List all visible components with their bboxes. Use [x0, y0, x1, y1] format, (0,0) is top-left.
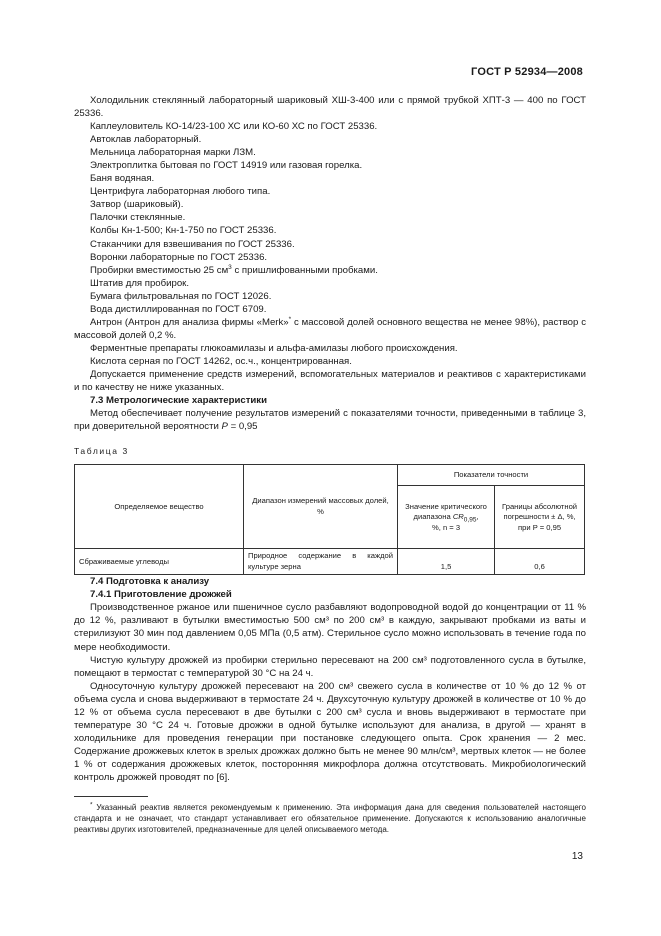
cell-critical-range: 1,5 [398, 549, 495, 575]
equipment-item: Палочки стеклянные. [90, 212, 186, 224]
abs-line2: погрешности ± Δ, %, [503, 512, 576, 522]
equipment-item: Воронки лабораторные по ГОСТ 25336. [90, 251, 268, 263]
anthrone-text-after: с массовой долей основного вещества не менее 98%), раствор с массовой долей 0,2 %. [74, 316, 586, 341]
table-label: Таблица 3 [74, 446, 129, 457]
equipment-item: Автоклав лабораторный. [90, 134, 202, 146]
standard-header: ГОСТ Р 52934—2008 [471, 66, 583, 78]
section-7-3-text-after: = 0,95 [227, 421, 258, 433]
reagent-anthrone [74, 316, 586, 342]
equipment-item: Мельница лабораторная марки ЛЗМ. [90, 147, 256, 159]
reagent-item: Кислота серная по ГОСТ 14262, ос.ч., концентрированная. [90, 355, 352, 367]
table-3 [74, 464, 585, 575]
equipment-item: Стаканчики для взвешивания по ГОСТ 25336. [90, 238, 295, 250]
paragraph: Односуточную культуру дрожжей пересевают на 200 см³ свежего сусла в количестве от 10 % до 12 % от объема сусла и снова выдерживают в термостате 24 ч. Двухсуточную культуру дрожжей в количестве от 10 % до 12 % от объема сусла пересевают в две бутылки с 200 см³ сусла и вновь выдерживают в термостате при температуре 30 °С 24 ч. Готовые дрожжи в одной бутылке используют для анализа, в другой — хранят в холодильнике для проведения генерации при постановке следующего опыта. Срок хранения — 2 мес. Содержание дрожжевых клеток в зрелых дрожжах должно быть не менее 90 млн/см³, мертвых клеток — не более 1 % от содержания дрожжевых клеток, посторонняя микрофлора должна отсутствовать. Микробиологический контроль дрожжей проводят по [6]. [74, 680, 586, 783]
equipment-item: Затвор (шариковый). [90, 199, 184, 211]
equipment-item: Вода дистиллированная по ГОСТ 6709. [90, 303, 267, 315]
equipment-item: Холодильник стеклянный лабораторный шариковый ХШ-3-400 или с прямой трубкой ХПТ-3 — 400 по ГОСТ 25336. [74, 95, 586, 120]
section-7-3-text-before: Метод обеспечивает получение результатов измерений с показателями точности, приведенными в таблице 3, при доверительной вероятности [74, 408, 586, 433]
footnote-text: Указанный реактив является рекомендуемым к применению. Эта информация дана для сведения пользователей настоящего стандарта и не означает, что стандарт устанавливает его обязательное применение. Допускаются к использованию аналогичные реактивы других изготовителей, предназначенные для целей описываемого метода. [74, 803, 586, 835]
equipment-item: Колбы Кн-1-500; Кн-1-750 по ГОСТ 25336. [90, 225, 277, 237]
cr-line2b: , [476, 512, 479, 522]
cell-substance: Сбраживаемые углеводы [75, 549, 244, 575]
equipment-item: Каплеуловитель КО-14/23-100 ХС или КО-60 ХС по ГОСТ 25336. [90, 121, 378, 133]
cr-subscript: 0,95 [463, 516, 477, 524]
section-7-4-title: 7.4 Подготовка к анализу [90, 576, 210, 588]
cr-line1: Значение критического [405, 501, 487, 511]
anthrone-text: Антрон (Антрон для анализа фирмы «Merk» [90, 316, 289, 328]
cr-symbol: CR [452, 512, 464, 522]
col-header-substance: Определяемое вещество [75, 465, 244, 549]
tubes-text-after: с пришлифованными пробками. [231, 264, 378, 276]
equipment-item: Бумага фильтровальная по ГОСТ 12026. [90, 290, 272, 302]
table-row [75, 549, 585, 575]
equipment-item-tubes [74, 264, 586, 277]
col-header-critical-range [398, 486, 495, 549]
equipment-item: Штатив для пробирок. [90, 277, 190, 289]
equipment-item: Баня водяная. [90, 173, 155, 185]
section-7-3-title: 7.3 Метрологические характеристики [90, 395, 268, 407]
cr-line2a: диапазона [413, 512, 453, 522]
reagent-item: Допускается применение средств измерений, вспомогательных материалов и реактивов с характеристиками и по качеству не ниже указанных. [74, 368, 586, 394]
tubes-sup: 3 [228, 263, 232, 271]
col-header-range: Диапазон измерений массовых долей, % [244, 465, 398, 549]
footnote-mark: * [90, 801, 93, 809]
p-symbol: P [221, 421, 228, 433]
cr-line3: %, n = 3 [432, 522, 461, 532]
equipment-item: Центрифуга лабораторная любого типа. [90, 186, 271, 198]
footnote-marker: * [288, 315, 292, 323]
equipment-item: Электроплитка бытовая по ГОСТ 14919 или газовая горелка. [90, 160, 363, 172]
page-number: 13 [571, 851, 583, 862]
section-7-3-text [74, 407, 586, 433]
abs-line1: Границы абсолютной [502, 501, 578, 511]
tubes-text: Пробирки вместимостью 25 см [90, 264, 229, 276]
section-7-4-1-title: 7.4.1 Приготовление дрожжей [90, 589, 232, 601]
col-header-abs-error [495, 486, 585, 549]
footnote [74, 802, 586, 835]
abs-line3: при P = 0,95 [518, 522, 562, 532]
main-text [74, 94, 586, 835]
paragraph: Производственное ржаное или пшеничное сусло разбавляют водопроводной водой до концентрации от 11 % до 12 %, разливают в бутылки вместимостью 500 см³ по 200 см³ в каждую, закрывают пробками из ваты и стерилизуют 30 мин под давлением 0,05 МПа (0,5 атм). Стерильное сусло можно использовать в течение года по мере необходимости. [74, 602, 586, 653]
col-header-accuracy: Показатели точности [398, 465, 585, 486]
paragraph: Чистую культуру дрожжей из пробирки стерильно пересевают на 200 см³ подготовленного сусла в бутылке, помещают в термостат с температурой 30 °С на 24 ч. [74, 654, 586, 679]
cell-range: Природное содержание в каждой культуре зерна [244, 549, 398, 575]
reagent-item: Ферментные препараты глюкоамилазы и альфа-амилазы любого происхождения. [90, 342, 458, 354]
footnote-divider [74, 796, 148, 797]
cell-abs-error: 0,6 [495, 549, 585, 575]
